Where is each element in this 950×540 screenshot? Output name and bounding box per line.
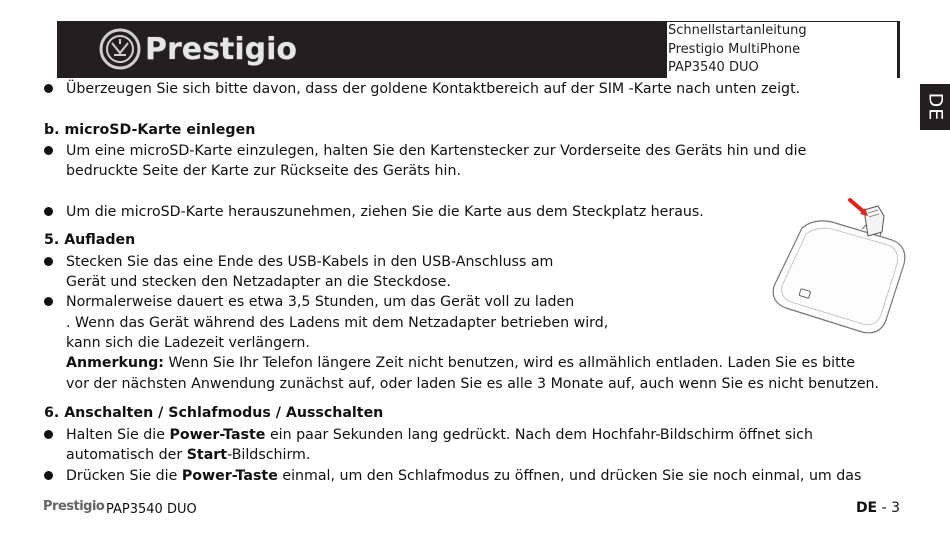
page-separator: -: [877, 500, 892, 516]
bullet-icon: [44, 430, 53, 439]
document-info: [667, 22, 897, 79]
language-tab-label: DE: [923, 92, 946, 122]
charge-line-2: Gerät und stecken den Netzadapter an die Steckdose.: [66, 274, 451, 290]
bullet-icon: [44, 257, 53, 266]
footer-model: PAP3540 DUO: [106, 502, 197, 517]
page-number: [856, 500, 900, 516]
bullet-icon: [44, 297, 53, 306]
note-line-1: [66, 353, 855, 373]
power-line-1: [66, 425, 813, 445]
note-label: Anmerkung:: [66, 355, 164, 371]
product-name: Prestigio MultiPhone: [668, 41, 801, 57]
page-num: 3: [891, 500, 900, 516]
note-text-1: Wenn Sie Ihr Telefon längere Zeit nicht benutzen, wird es allmählich entladen. Laden Sie es bitte: [163, 355, 855, 371]
prestigio-emblem-icon: [97, 26, 143, 72]
footer-brand-logo: Prestigio: [43, 499, 105, 514]
phone-microsd-illustration: [762, 188, 912, 338]
start-text-c: -Bildschirm.: [227, 447, 311, 463]
power-key-label: Power-Taste: [169, 427, 266, 443]
microsd-card: [864, 206, 884, 236]
sd-remove-text: Um die microSD-Karte herauszunehmen, ziehen Sie die Karte aus dem Steckplatz heraus.: [66, 204, 704, 220]
power-line-2: [66, 445, 310, 465]
power-text-c: ein paar Sekunden lang gedrückt. Nach dem Hochfahr-Bildschirm öffnet sich: [265, 427, 813, 443]
sleep-text-a: Drücken Sie die: [66, 468, 182, 484]
header-banner: [57, 21, 900, 78]
brand-logo: [97, 25, 297, 73]
footer-lang: DE: [855, 500, 878, 516]
phone-body: [773, 221, 905, 333]
sleep-text-c: einmal, um den Schlafmodus zu öffnen, und drücken Sie sie noch einmal, um das: [277, 468, 862, 484]
language-tab: [920, 84, 950, 130]
charge-time-line-1: Normalerweise dauert es etwa 3,5 Stunden, um das Gerät voll zu laden: [66, 294, 575, 310]
sd-insert-line-1: Um eine microSD-Karte einzulegen, halten Sie den Kartenstecker zur Vorderseite des Geräts hin und die: [66, 143, 807, 159]
sim-contact-text: Überzeugen Sie sich bitte davon, dass der goldene Kontaktbereich auf der SIM -Karte nach unten zeigt.: [66, 81, 801, 97]
arrow-icon: [850, 200, 868, 216]
bullet-icon: [44, 471, 53, 480]
charge-line-1: Stecken Sie das eine Ende des USB-Kabels in den USB-Anschluss am: [66, 254, 554, 270]
section-6-heading: 6. Anschalten / Schlafmodus / Ausschalten: [44, 405, 384, 421]
bullet-icon: [44, 146, 53, 155]
start-text-a: automatisch der: [66, 447, 187, 463]
power-text-a: Halten Sie die: [66, 427, 170, 443]
section-b-heading: b. microSD-Karte einlegen: [44, 122, 256, 138]
sleep-power-key-label: Power-Taste: [181, 468, 278, 484]
brand-name: Prestigio: [145, 31, 297, 67]
charge-time-line-3: kann sich die Ladezeit verlängern.: [66, 335, 310, 351]
sd-insert-line-2: bedruckte Seite der Karte zur Rückseite des Geräts hin.: [66, 163, 461, 179]
bullet-icon: [44, 207, 53, 216]
charge-time-line-2: . Wenn das Gerät während des Ladens mit dem Netzadapter betrieben wird,: [66, 315, 609, 331]
model-name: PAP3540 DUO: [668, 60, 759, 75]
sleep-line-1: [66, 466, 861, 486]
doc-type: Schnellstartanleitung: [668, 23, 807, 38]
bullet-icon: [44, 84, 53, 93]
note-line-2: vor der nächsten Anwendung zunächst auf, oder laden Sie es alle 3 Monate auf, auch wenn Sie es nicht benutzen.: [66, 376, 880, 392]
section-5-heading: 5. Aufladen: [44, 232, 136, 248]
start-screen-label: Start: [186, 447, 228, 463]
